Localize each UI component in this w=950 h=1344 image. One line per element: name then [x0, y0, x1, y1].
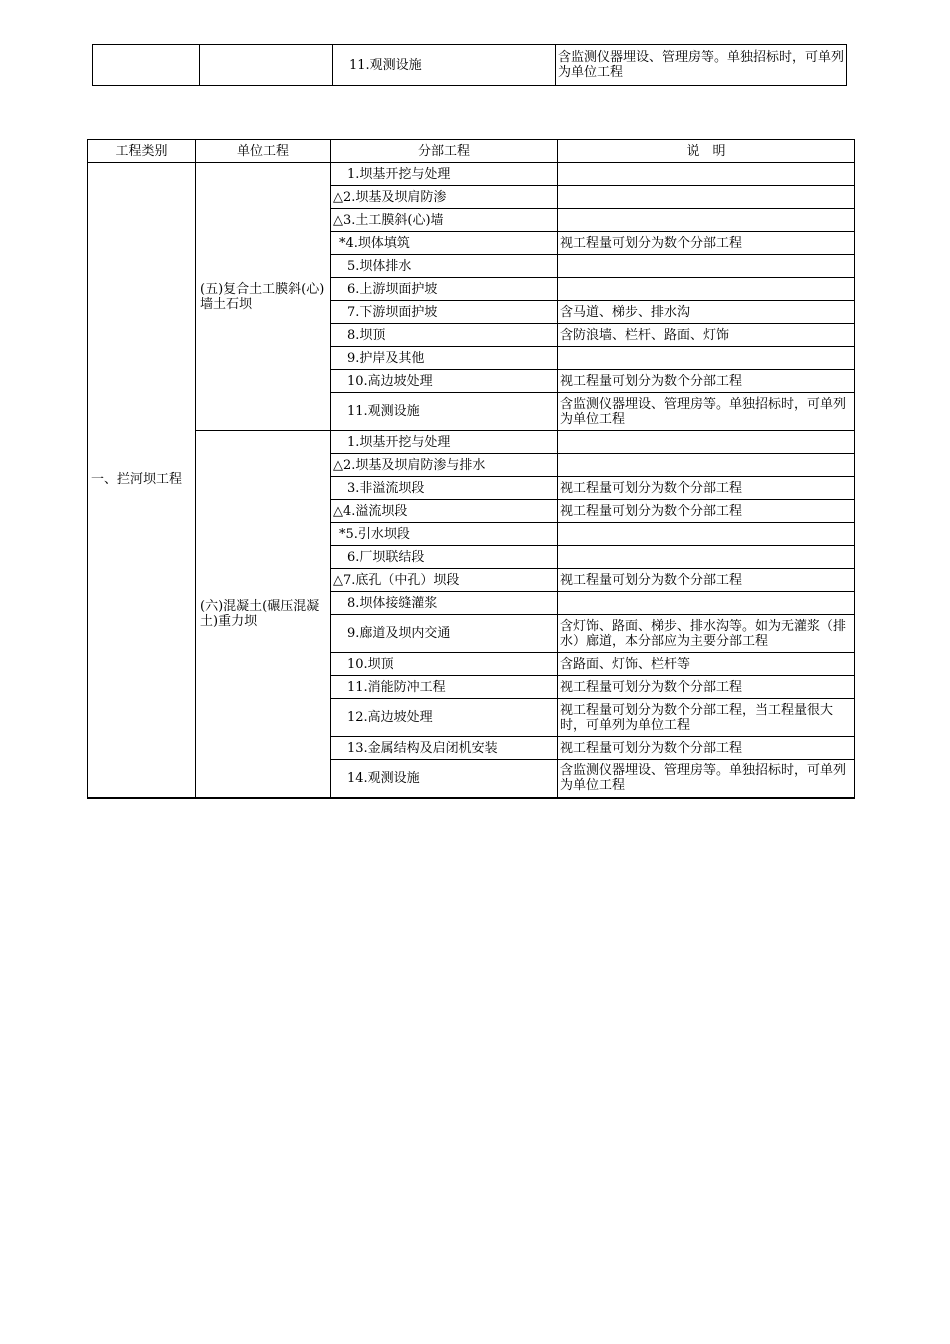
sub-project-cell: 9.廊道及坝内交通: [331, 615, 558, 653]
unit-cell: (五)复合土工膜斜(心)墙土石坝: [196, 163, 331, 431]
note-cell: [558, 163, 855, 186]
unit-cell: (六)混凝土(碾压混凝土)重力坝: [196, 431, 331, 798]
note-cell: 含马道、梯步、排水沟: [558, 301, 855, 324]
note-cell: 视工程量可划分为数个分部工程: [558, 500, 855, 523]
sub-project-cell: △3.土工膜斜(心)墙: [331, 209, 558, 232]
sub-project-cell: 11.观测设施: [331, 393, 558, 431]
sub-project-cell: 12.高边坡处理: [331, 699, 558, 737]
note-cell: 含路面、灯饰、栏杆等: [558, 653, 855, 676]
header-sub: 分部工程: [331, 140, 558, 163]
note-cell: 含灯饰、路面、梯步、排水沟等。如为无灌浆（排水）廊道，本分部应为主要分部工程: [558, 615, 855, 653]
note-cell: 视工程量可划分为数个分部工程: [558, 477, 855, 500]
unit-cell: [200, 45, 333, 86]
sub-project-cell: 10.高边坡处理: [331, 370, 558, 393]
sub-project-cell: 11.观测设施: [333, 45, 556, 86]
note-cell: [558, 523, 855, 546]
sub-project-cell: 8.坝体接缝灌浆: [331, 592, 558, 615]
note-cell: [558, 347, 855, 370]
category-cell: [93, 45, 200, 86]
note-cell: 视工程量可划分为数个分部工程: [558, 232, 855, 255]
sub-project-cell: 1.坝基开挖与处理: [331, 431, 558, 454]
note-cell: 含监测仪器埋设、管理房等。单独招标时，可单列为单位工程: [556, 45, 847, 86]
sub-project-cell: 3.非溢流坝段: [331, 477, 558, 500]
sub-project-cell: △7.底孔（中孔）坝段: [331, 569, 558, 592]
header-unit: 单位工程: [196, 140, 331, 163]
note-cell: 含监测仪器埋设、管理房等。单独招标时，可单列为单位工程: [558, 760, 855, 798]
sub-project-cell: 13.金属结构及启闭机安装: [331, 737, 558, 760]
sub-project-cell: △4.溢流坝段: [331, 500, 558, 523]
sub-project-cell: △2.坝基及坝肩防渗: [331, 186, 558, 209]
sub-project-cell: 6.上游坝面护坡: [331, 278, 558, 301]
table-row: [88, 163, 855, 186]
project-division-table: [87, 139, 855, 799]
note-cell: [558, 454, 855, 477]
note-cell: 视工程量可划分为数个分部工程，当工程量很大时，可单列为单位工程: [558, 699, 855, 737]
note-cell: 视工程量可划分为数个分部工程: [558, 370, 855, 393]
sub-project-cell: *4.坝体填筑: [331, 232, 558, 255]
sub-project-cell: 8.坝顶: [331, 324, 558, 347]
note-cell: [558, 278, 855, 301]
header-row: [88, 140, 855, 163]
note-cell: 含防浪墙、栏杆、路面、灯饰: [558, 324, 855, 347]
header-note: 说 明: [558, 140, 855, 163]
table-row: [93, 45, 847, 86]
note-cell: [558, 431, 855, 454]
sub-project-cell: 10.坝顶: [331, 653, 558, 676]
sub-project-cell: 6.厂坝联结段: [331, 546, 558, 569]
sub-project-cell: *5.引水坝段: [331, 523, 558, 546]
sub-project-cell: 1.坝基开挖与处理: [331, 163, 558, 186]
note-cell: [558, 592, 855, 615]
sub-project-cell: 11.消能防冲工程: [331, 676, 558, 699]
note-cell: 含监测仪器埋设、管理房等。单独招标时，可单列为单位工程: [558, 393, 855, 431]
note-cell: 视工程量可划分为数个分部工程: [558, 569, 855, 592]
note-cell: 视工程量可划分为数个分部工程: [558, 676, 855, 699]
note-cell: [558, 209, 855, 232]
sub-project-cell: 7.下游坝面护坡: [331, 301, 558, 324]
note-cell: [558, 186, 855, 209]
note-cell: [558, 546, 855, 569]
category-cell: 一、拦河坝工程: [88, 163, 196, 798]
continued-table: [92, 44, 847, 86]
sub-project-cell: △2.坝基及坝肩防渗与排水: [331, 454, 558, 477]
table-row: [88, 431, 855, 454]
header-category: 工程类别: [88, 140, 196, 163]
note-cell: 视工程量可划分为数个分部工程: [558, 737, 855, 760]
note-cell: [558, 255, 855, 278]
sub-project-cell: 14.观测设施: [331, 760, 558, 798]
sub-project-cell: 9.护岸及其他: [331, 347, 558, 370]
sub-project-cell: 5.坝体排水: [331, 255, 558, 278]
